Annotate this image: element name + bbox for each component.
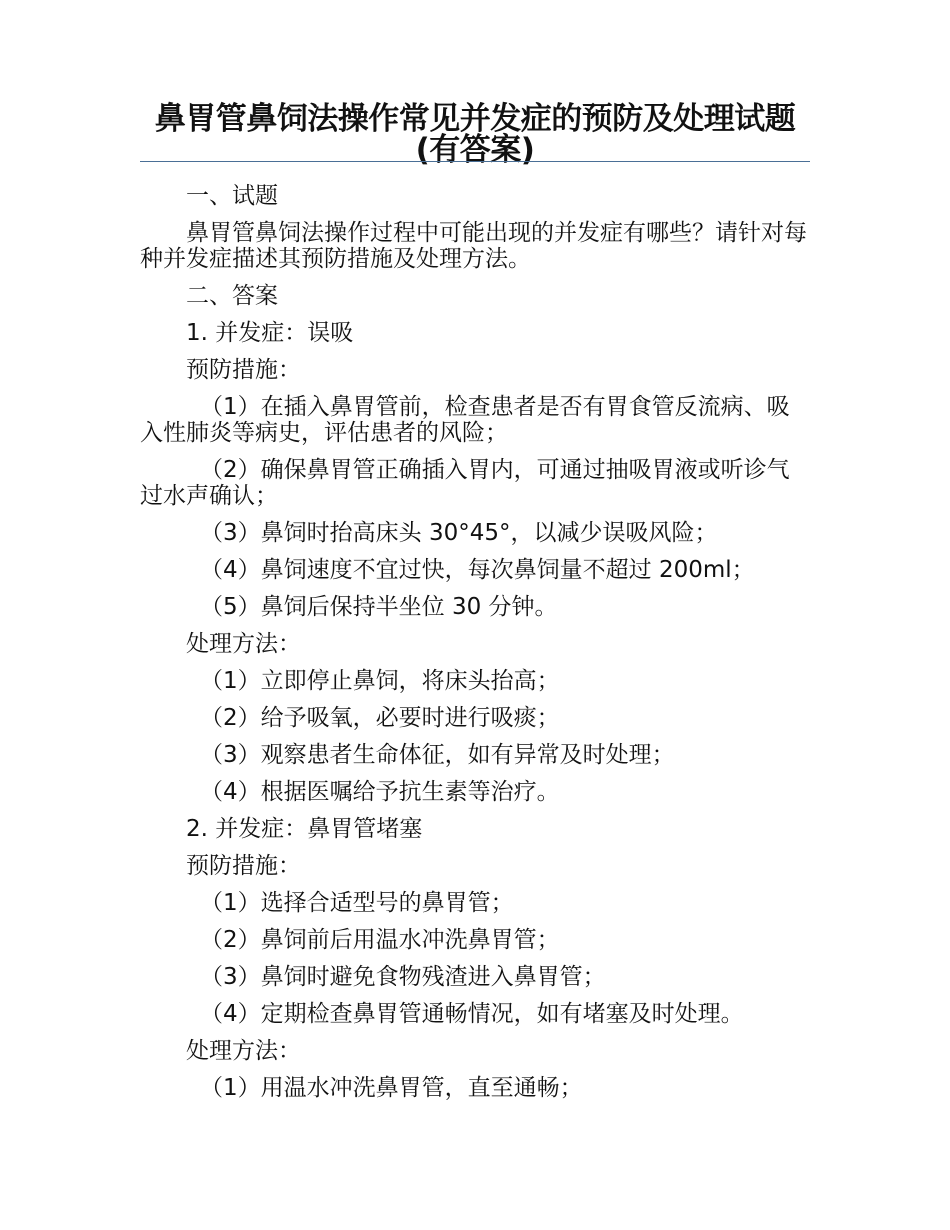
- prevention-item: （4）鼻饲速度不宜过快，每次鼻饲量不超过 200ml；: [200, 557, 755, 583]
- prevention-item: （1）选择合适型号的鼻胃管；: [200, 890, 514, 916]
- prevention-item: （2）鼻饲前后用温水冲洗鼻胃管；: [200, 927, 560, 953]
- prevention-item: （3）鼻饲时抬高床头 30°45°，以减少误吸风险；: [200, 520, 718, 546]
- document-body: [140, 178, 810, 1107]
- treatment-item: （3）观察患者生命体征，如有异常及时处理；: [200, 742, 675, 768]
- prevention-item: （5）鼻饲后保持半坐位 30 分钟。: [200, 594, 558, 620]
- treatment-label: 处理方法：: [186, 1038, 301, 1064]
- section-heading-questions: 一、试题: [186, 183, 278, 209]
- question-text: 鼻胃管鼻饲法操作过程中可能出现的并发症有哪些？请针对每种并发症描述其预防措施及处理方法。: [140, 220, 807, 272]
- document-title: 鼻胃管鼻饲法操作常见并发症的预防及处理试题(有答案): [154, 101, 796, 168]
- prevention-item: （3）鼻饲时避免食物残渣进入鼻胃管；: [200, 964, 606, 990]
- complication-heading: 2. 并发症：鼻胃管堵塞: [186, 816, 423, 842]
- treatment-label: 处理方法：: [186, 631, 301, 657]
- title-underline: [140, 161, 810, 162]
- treatment-item: （1）立即停止鼻饲，将床头抬高；: [200, 668, 560, 694]
- prevention-label: 预防措施：: [186, 853, 301, 879]
- treatment-item: （1）用温水冲洗鼻胃管，直至通畅；: [200, 1075, 583, 1101]
- complication-heading: 1. 并发症：误吸: [186, 320, 354, 346]
- prevention-item: （4）定期检查鼻胃管通畅情况，如有堵塞及时处理。: [200, 1001, 744, 1027]
- treatment-item: （4）根据医嘱给予抗生素等治疗。: [200, 779, 560, 805]
- prevention-item: （2）确保鼻胃管正确插入胃内，可通过抽吸胃液或听诊气过水声确认；: [140, 457, 790, 509]
- section-heading-answers: 二、答案: [186, 283, 278, 309]
- prevention-item: （1）在插入鼻胃管前，检查患者是否有胃食管反流病、吸入性肺炎等病史，评估患者的风险；: [140, 394, 790, 446]
- treatment-item: （2）给予吸氧，必要时进行吸痰；: [200, 705, 560, 731]
- prevention-label: 预防措施：: [186, 357, 301, 383]
